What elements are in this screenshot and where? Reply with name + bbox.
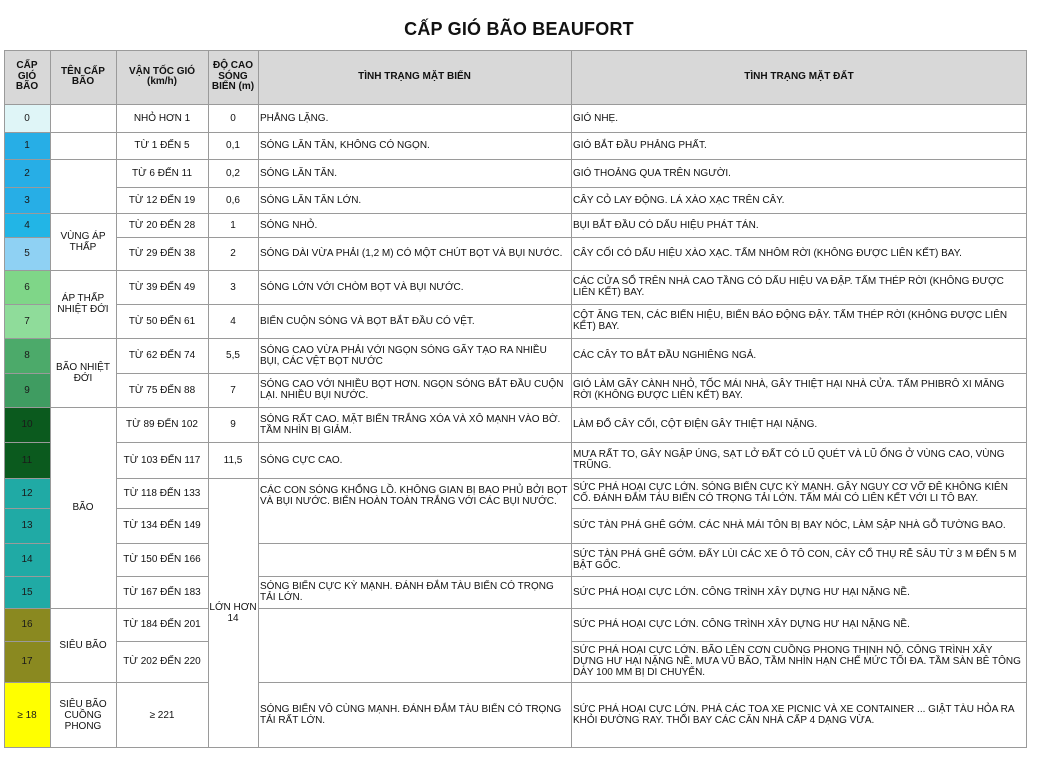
row-divider [50, 407, 116, 408]
land-cell: MƯA RẤT TO, GÂY NGẬP ÚNG, SẠT LỞ ĐẤT CÓ LŨ QUÉT VÀ LŨ ỐNG Ở VÙNG CAO, VÙNG TRŨNG. [573, 449, 1005, 471]
level-cell: 8 [4, 338, 50, 373]
row-divider [571, 304, 1027, 305]
row-divider [571, 237, 1027, 238]
land-cell: SỨC TÀN PHÁ GHÊ GỚM. ĐẨY LÙI CÁC XE Ô TÔ CON, CÂY CỔ THỤ RỄ SÂU TỪ 3 M ĐẾN 5 M BẬT GỐC. [573, 548, 1017, 571]
header-name: TÊN CẤP BÃO [50, 50, 116, 104]
row-divider [571, 213, 1027, 214]
row-divider [571, 338, 1027, 339]
row-divider [208, 187, 258, 188]
row-divider [4, 270, 50, 271]
level-cell: 15 [4, 576, 50, 608]
page-title: CẤP GIÓ BÃO BEAUFORT [404, 19, 634, 39]
row-divider [258, 373, 571, 374]
header-wave: ĐỘ CAO SÓNG BIỂN (m) [208, 50, 258, 104]
wave-cell: 9 [230, 419, 236, 430]
speed-cell: TỪ 202 ĐẾN 220 [123, 656, 201, 667]
row-divider [4, 407, 50, 408]
row-divider [571, 608, 1027, 609]
row-divider [258, 132, 571, 133]
name-cell: SIÊU BÃO CUỒNG PHONG [59, 698, 107, 732]
speed-cell: TỪ 39 ĐẾN 49 [128, 281, 196, 293]
wave-cell: 0,1 [226, 140, 240, 151]
row-divider [4, 187, 50, 188]
row-divider [116, 132, 208, 133]
level-cell: 5 [4, 237, 50, 270]
speed-cell: TỪ 75 ĐẾN 88 [128, 384, 196, 396]
row-divider [4, 641, 50, 642]
level-cell: 0 [4, 104, 50, 132]
row-divider [208, 338, 258, 339]
row-divider [4, 104, 1027, 105]
row-divider [258, 270, 571, 271]
wave-cell: 0 [230, 112, 236, 124]
sea-cell: SÓNG LĂN TĂN, KHÔNG CÓ NGỌN. [260, 140, 430, 151]
name-cell: SIÊU BÃO [59, 639, 107, 651]
speed-cell: TỪ 20 ĐẾN 28 [128, 219, 196, 231]
speed-cell: TỪ 134 ĐẾN 149 [123, 520, 201, 531]
row-divider [4, 50, 1027, 51]
row-divider [50, 682, 116, 683]
sea-cell: SÓNG LĂN TĂN. [260, 167, 338, 179]
row-divider [116, 641, 208, 642]
row-divider [116, 373, 208, 374]
row-divider [116, 304, 208, 305]
row-divider [4, 576, 50, 577]
row-divider [258, 338, 571, 339]
row-divider [50, 213, 116, 214]
wave-cell: 1 [230, 219, 236, 231]
beaufort-table [4, 50, 1027, 748]
row-divider [50, 608, 116, 609]
column-divider [4, 50, 5, 748]
row-divider [116, 478, 208, 479]
row-divider [4, 608, 50, 609]
row-divider [4, 508, 50, 509]
row-divider [571, 442, 1027, 443]
level-cell: 2 [4, 159, 50, 187]
row-divider [258, 576, 571, 577]
row-divider [258, 478, 571, 479]
sea-cell: PHẲNG LẶNG. [260, 112, 329, 124]
column-divider [116, 50, 117, 748]
speed-cell: TỪ 89 ĐẾN 102 [126, 419, 198, 430]
land-cell: CÁC CỬA SỔ TRÊN NHÀ CAO TẦNG CÓ DẤU HIỆU VA ĐẬP. TẤM THÉP RỜI (KHÔNG ĐƯỢC LIÊN KẾT) BAY. [573, 276, 1004, 298]
row-divider [208, 478, 258, 479]
row-divider [4, 237, 50, 238]
level-cell: 12 [4, 478, 50, 508]
row-divider [571, 270, 1027, 271]
sea-cell: SÓNG CỰC CAO. [260, 454, 343, 466]
row-divider [571, 508, 1027, 509]
land-cell: CÁC CÂY TO BẮT ĐẦU NGHIÊNG NGẢ. [573, 350, 757, 361]
speed-cell: TỪ 6 ĐẾN 11 [131, 167, 193, 179]
wave-cell: 4 [230, 315, 236, 327]
land-cell: GIÓ THOẢNG QUA TRÊN NGƯỜI. [573, 167, 731, 179]
level-cell: 4 [4, 213, 50, 237]
speed-cell: TỪ 167 ĐẾN 183 [123, 586, 201, 598]
row-divider [116, 407, 208, 408]
speed-cell: TỪ 150 ĐẾN 166 [123, 554, 201, 565]
row-divider [116, 338, 208, 339]
wave-cell: 0,2 [226, 167, 240, 179]
land-cell: SỨC PHÁ HOẠI CỰC LỚN. SÓNG BIỂN CỰC KỲ MẠNH. GÂY NGUY CƠ VỠ ĐÊ KHÔNG KIÊN CỐ. ĐÁNH ĐẮM TÀU BIỂN CÓ TRỌNG TẢI LỚN. TẤM MÁI CÓ LIÊN KẾT VỚI LI TÔ BAY. [573, 482, 1008, 504]
level-cell: 3 [4, 187, 50, 213]
row-divider [4, 159, 50, 160]
wave-cell: 5,5 [226, 350, 240, 361]
row-divider [571, 682, 1027, 683]
row-divider [116, 159, 208, 160]
row-divider [4, 478, 50, 479]
row-divider [258, 442, 571, 443]
row-divider [4, 543, 50, 544]
speed-cell: ≥ 221 [149, 709, 175, 721]
sea-cell: SÓNG RẤT CAO. MẶT BIỂN TRẮNG XÓA VÀ XÔ MẠNH VÀO BỜ. TẦM NHÌN BỊ GIẢM. [260, 413, 561, 436]
row-divider [258, 682, 571, 683]
row-divider [571, 641, 1027, 642]
land-cell: LÀM ĐỔ CÂY CỐI, CỘT ĐIỆN GÂY THIỆT HẠI NẶNG. [573, 419, 818, 430]
row-divider [116, 442, 208, 443]
row-divider [116, 213, 208, 214]
speed-cell: TỪ 118 ĐẾN 133 [123, 487, 201, 499]
sea-cell: SÓNG CAO VỪA PHẢI VỚI NGỌN SÓNG GÃY TẠO RA NHIỀU BỤI, CÁC VỆT BỌT NƯỚC [260, 344, 547, 367]
land-cell: SỨC PHÁ HOẠI CỰC LỚN. BÃO LÊN CƠN CUỒNG PHONG THỊNH NỘ. CÔNG TRÌNH XÂY DỰNG HƯ HẠI NẶNG NỀ. MƯA VŨ BÃO, TẦM NHÌN HẠN CHẾ MỨC TỐI ĐA. TẦM SÀN BÊ TÔNG DÀY 100 MM BỊ DI CHUYỂN. [573, 645, 1021, 678]
column-divider [208, 50, 209, 748]
sea-cell: SÓNG DÀI VỪA PHẢI (1,2 M) CÓ MỘT CHÚT BỌT VÀ BỤI NƯỚC. [260, 248, 563, 259]
land-cell: CỘT ĂNG TEN, CÁC BIỂN HIỆU, BIỂN BÁO ĐỘNG ĐẬY. TẤM THÉP RỜI (KHÔNG ĐƯỢC LIÊN KẾT) BAY. [573, 310, 1008, 332]
land-cell: SỨC TÀN PHÁ GHÊ GỚM. CÁC NHÀ MÁI TÔN BỊ BAY NÓC, LÀM SẬP NHÀ GỖ TƯỜNG BAO. [573, 520, 1006, 531]
row-divider [571, 132, 1027, 133]
speed-cell: TỪ 184 ĐẾN 201 [123, 619, 201, 630]
row-divider [571, 407, 1027, 408]
row-divider [116, 682, 208, 683]
row-divider [571, 576, 1027, 577]
level-cell: 16 [4, 608, 50, 641]
column-divider [258, 50, 259, 748]
level-cell: 9 [4, 373, 50, 407]
land-cell: CÂY CỎ LAY ĐỘNG. LÁ XÀO XẠC TRÊN CÂY. [573, 194, 785, 206]
wave-cell: 11,5 [223, 454, 243, 466]
column-divider [1026, 50, 1027, 748]
row-divider [4, 132, 50, 133]
row-divider [4, 338, 50, 339]
header-speed: VẬN TỐC GIÓ (km/h) [116, 50, 208, 104]
land-cell: SỨC PHÁ HOẠI CỰC LỚN. CÔNG TRÌNH XÂY DỰNG HƯ HẠI NẶNG NỀ. [573, 586, 910, 598]
row-divider [208, 373, 258, 374]
column-divider [571, 50, 572, 748]
row-divider [571, 159, 1027, 160]
row-divider [258, 159, 571, 160]
sea-cell: SÓNG BIỂN VÔ CÙNG MẠNH. ĐÁNH ĐẮM TÀU BIỂN CÓ TRỌNG TẢI RẤT LỚN. [260, 704, 562, 726]
row-divider [258, 237, 571, 238]
header-level: CẤP GIÓ BÃO [4, 50, 50, 104]
row-divider [571, 543, 1027, 544]
land-cell: CÂY CỐI CÓ DẤU HIỆU XÀO XẠC. TẤM NHÔM RỜI (KHÔNG ĐƯỢC LIÊN KẾT) BAY. [573, 248, 962, 259]
sea-cell: SÓNG LĂN TĂN LỚN. [260, 194, 362, 206]
row-divider [258, 407, 571, 408]
sea-cell: SÓNG LỚN VỚI CHÒM BỌT VÀ BỤI NƯỚC. [260, 281, 464, 293]
name-cell: BÃO NHIỆT ĐỚI [56, 361, 110, 384]
level-cell: 7 [4, 304, 50, 338]
column-divider [50, 50, 51, 748]
row-divider [208, 442, 258, 443]
speed-cell: NHỎ HƠN 1 [133, 112, 191, 124]
row-divider [116, 608, 208, 609]
land-cell: GIÓ LÀM GÃY CÀNH NHỎ, TỐC MÁI NHÀ, GÂY THIỆT HẠI NHÀ CỬA. TẤM PHIBRÔ XI MĂNG RỜI (KHÔNG ĐƯỢC LIÊN KẾT) BAY. [573, 379, 1005, 401]
row-divider [208, 213, 258, 214]
row-divider [4, 442, 50, 443]
level-cell: 1 [4, 132, 50, 159]
row-divider [571, 478, 1027, 479]
name-cell: ÁP THẤP NHIỆT ĐỚI [57, 293, 109, 315]
land-cell: SỨC PHÁ HOẠI CỰC LỚN. CÔNG TRÌNH XÂY DỰNG HƯ HẠI NẶNG NỀ. [573, 619, 910, 630]
sea-cell: SÓNG NHỎ. [260, 219, 318, 231]
land-cell: SỨC PHÁ HOẠI CỰC LỚN. PHÁ CÁC TOA XE PICNIC VÀ XE CONTAINER ... GIẬT TÀU HỎA RA KHỎI ĐƯỜNG RAY. THỔI BAY CÁC CĂN NHÀ CẤP 4 DẠNG VỪA. [573, 704, 1014, 726]
row-divider [208, 270, 258, 271]
wave-cell: 3 [230, 281, 236, 293]
land-cell: GIÓ NHẸ. [573, 112, 619, 124]
level-cell: 14 [4, 543, 50, 576]
speed-cell: TỪ 29 ĐẾN 38 [128, 248, 196, 259]
land-cell: BỤI BẮT ĐẦU CÓ DẤU HIỆU PHÁT TÁN. [573, 219, 759, 231]
level-cell: 10 [4, 407, 50, 442]
row-divider [116, 187, 208, 188]
header-land: TÌNH TRẠNG MẶT ĐẤT [571, 50, 1027, 104]
row-divider [208, 132, 258, 133]
wave-cell: 7 [230, 384, 236, 396]
sea-cell: SÓNG BIỂN CỰC KỲ MẠNH. ĐÁNH ĐẮM TÀU BIỂN CÓ TRỌNG TẢI LỚN. [260, 581, 554, 603]
wave-cell: LỚN HƠN 14 [209, 602, 257, 624]
speed-cell: TỪ 1 ĐẾN 5 [134, 140, 190, 151]
level-cell: 6 [4, 270, 50, 304]
level-cell: ≥ 18 [4, 682, 50, 748]
row-divider [208, 304, 258, 305]
row-divider [116, 237, 208, 238]
speed-cell: TỪ 103 ĐẾN 117 [123, 454, 201, 466]
sea-cell: SÓNG CAO VỚI NHIỀU BỌT HƠN. NGỌN SÓNG BẮT ĐẦU CUỘN LẠI. NHIỀU BỤI NƯỚC. [260, 379, 564, 401]
row-divider [258, 187, 571, 188]
level-cell: 13 [4, 508, 50, 543]
row-divider [116, 576, 208, 577]
row-divider [571, 373, 1027, 374]
speed-cell: TỪ 12 ĐẾN 19 [128, 194, 196, 206]
header-sea: TÌNH TRẠNG MẶT BIỂN [258, 50, 571, 104]
row-divider [116, 508, 208, 509]
speed-cell: TỪ 50 ĐẾN 61 [128, 315, 196, 327]
row-divider [258, 213, 571, 214]
row-divider [50, 159, 116, 160]
row-divider [208, 159, 258, 160]
row-divider [4, 304, 50, 305]
sea-cell: CÁC CON SÓNG KHỔNG LỒ. KHÔNG GIAN BỊ BAO PHỦ BỞI BỌT VÀ BỤI NƯỚC. BIỂN HOÀN TOÀN TRẮNG VỚI CÁC BỤI NƯỚC. [260, 485, 568, 507]
wave-cell: 0,6 [226, 194, 240, 206]
name-cell: VÙNG ÁP THẤP [60, 230, 106, 253]
row-divider [4, 682, 50, 683]
row-divider [208, 407, 258, 408]
wave-cell: 2 [230, 248, 236, 259]
row-divider [4, 747, 1027, 748]
row-divider [116, 270, 208, 271]
land-cell: GIÓ BẮT ĐẦU PHẢNG PHẤT. [573, 140, 707, 151]
row-divider [116, 543, 208, 544]
row-divider [258, 543, 571, 544]
row-divider [50, 338, 116, 339]
row-divider [258, 304, 571, 305]
level-cell: 11 [4, 442, 50, 478]
row-divider [571, 187, 1027, 188]
level-cell: 17 [4, 641, 50, 682]
name-cell: BÃO [72, 502, 94, 513]
speed-cell: TỪ 62 ĐẾN 74 [128, 350, 196, 361]
row-divider [4, 373, 50, 374]
row-divider [50, 270, 116, 271]
row-divider [50, 132, 116, 133]
row-divider [4, 213, 50, 214]
row-divider [258, 608, 571, 609]
row-divider [208, 237, 258, 238]
sea-cell: BIỂN CUỘN SÓNG VÀ BỌT BẮT ĐẦU CÓ VỆT. [260, 315, 475, 327]
